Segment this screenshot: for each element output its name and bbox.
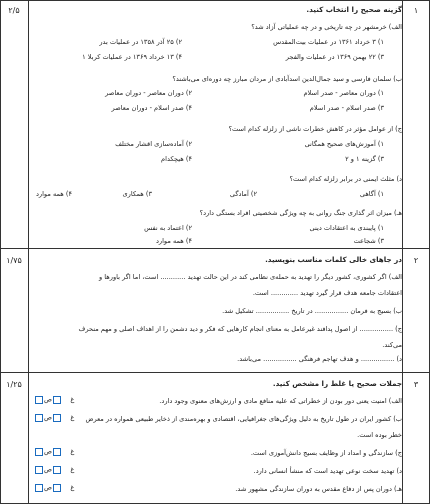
option[interactable]: ۱) پایبندی به اعتقادات دینی xyxy=(309,224,384,232)
option[interactable]: ۲) اعتماد به نفس xyxy=(144,224,192,232)
question-stem: د) مثلث ایمنی در برابر زلزله کدام است؟ xyxy=(289,175,402,183)
true-label: ص xyxy=(44,447,52,456)
fill-blank-line: می‌کند. xyxy=(382,341,402,349)
true-false-pair xyxy=(34,396,74,404)
option[interactable]: ۱) آموزش‌های صحیح همگانی xyxy=(304,140,384,148)
option[interactable]: ۳) ۲۲ بهمن ۱۳۶۹ در عملیات والفجر xyxy=(285,53,384,61)
question-title: در جاهای خالی کلمات مناسب بنویسید. xyxy=(265,255,402,264)
question-title: گزینه صحیح را انتخاب کنید. xyxy=(306,5,402,14)
option[interactable]: ۴) صدر اسلام - دوران معاصر xyxy=(111,104,192,112)
question-stem: الف) خرمشهر در چه تاریخی و در چه عملیاتی آزاد شد؟ xyxy=(251,23,402,31)
question-3 xyxy=(30,376,402,502)
true-label: ص xyxy=(44,465,52,474)
options-row xyxy=(30,156,402,166)
false-label: غ xyxy=(70,447,75,456)
fill-blank-line: ب) بسیج به فرمان ................ در تاریخ ................ تشکیل شد. xyxy=(222,307,402,315)
options-row xyxy=(30,105,402,115)
fill-blank-line: ج) ................ از اصول پدافند غیرعامل به معنای انجام کارهایی که فکر و دید دشمن را از اهداف اصلی و مهم منحرف xyxy=(78,325,402,333)
question-1 xyxy=(30,4,402,246)
score-column-divider xyxy=(28,0,29,504)
question-stem: ب) سلمان فارسی و سید جمال‌الدین اسدآبادی از مردان مبارز چه دوره‌ای می‌باشند؟ xyxy=(172,75,402,83)
question-number: ۱ xyxy=(413,6,419,15)
true-checkbox[interactable] xyxy=(53,414,61,422)
true-checkbox[interactable] xyxy=(53,466,61,474)
false-checkbox[interactable] xyxy=(35,448,43,456)
options-row xyxy=(30,90,402,100)
true-false-pair xyxy=(34,484,74,492)
option[interactable]: ۴) ۱۳ خرداد ۱۳۶۹ در عملیات کربلا ۱ xyxy=(82,53,182,61)
true-false-pair xyxy=(34,414,74,422)
fill-blank-line: اعتقادات جامعه هدف قرار گیرد تهدید ............. است. xyxy=(252,289,402,297)
question-number: ۲ xyxy=(413,256,419,265)
fill-blank-line: الف) اگر کشوری، کشور دیگر را تهدید به حمله‌ی نظامی کند در این حالت تهدید ............ است، اما اگر باورها و xyxy=(99,273,402,281)
option[interactable]: ۴) همه موارد xyxy=(35,190,72,198)
false-checkbox[interactable] xyxy=(35,396,43,404)
option[interactable]: ۲) دوران معاصر - دوران معاصر xyxy=(105,89,192,97)
statement: الف) امنیت یعنی دور بودن از خطراتی که علیه منافع مادی و ارزش‌های معنوی وجود دارد. xyxy=(159,397,402,405)
option[interactable]: ۲) آماده‌سازی اقشار مختلف xyxy=(115,140,192,148)
statement: ب) کشور ایران در طول تاریخ به دلیل ویژگی‌های جغرافیایی، اقتصادی و بهره‌مندی از ذخایر طبیعی همواره در معرض xyxy=(85,415,402,423)
option[interactable]: ۴) همه موارد xyxy=(155,237,192,245)
question-2 xyxy=(30,252,402,370)
true-false-pair xyxy=(34,448,74,456)
false-label: غ xyxy=(70,465,75,474)
fill-blank-line: د) ................ و هدف تهاجم فرهنگی ................ می‌باشد. xyxy=(237,355,402,363)
question-score: ۱/۲۵ xyxy=(6,380,22,389)
row-divider-2 xyxy=(0,372,430,373)
false-checkbox[interactable] xyxy=(35,484,43,492)
option[interactable]: ۲) ۲۵ آذر ۱۳۵۸ در عملیات بدر xyxy=(99,38,182,46)
statement: ج) سازندگی و امداد از وظایف بسیج دانش‌آموزی است. xyxy=(250,449,402,457)
true-label: ص xyxy=(44,483,52,492)
option[interactable]: ۱) ۳ خرداد ۱۳۶۱ در عملیات بیت‌المقدس xyxy=(273,38,384,46)
options-row xyxy=(30,141,402,151)
true-label: ص xyxy=(44,395,52,404)
question-number: ۳ xyxy=(413,380,419,389)
options-row xyxy=(30,191,402,201)
options-row xyxy=(30,238,402,248)
statement: د) تهدید سخت نوعی تهدید است که منشأ انسانی دارد. xyxy=(253,467,402,475)
question-score: ۲/۵ xyxy=(8,6,20,15)
question-title: جملات صحیح یا غلط را مشخص کنید. xyxy=(272,379,402,388)
option[interactable]: ۳) شجاعت xyxy=(353,237,384,245)
question-stem: ج) از عوامل مؤثر در کاهش خطرات ناشی از زلزله کدام است؟ xyxy=(228,125,402,133)
option[interactable]: ۴) هیچکدام xyxy=(161,155,192,163)
option[interactable]: ۱) آگاهی xyxy=(359,190,384,198)
option[interactable]: ۳) همکاری xyxy=(122,190,152,198)
false-label: غ xyxy=(70,413,75,422)
options-row xyxy=(30,225,402,235)
option[interactable]: ۳) گزینه ۱ و ۲ xyxy=(345,155,384,163)
false-checkbox[interactable] xyxy=(35,466,43,474)
true-false-pair xyxy=(34,466,74,474)
option[interactable]: ۳) صدر اسلام - صدر اسلام xyxy=(309,104,384,112)
question-score: ۱/۷۵ xyxy=(6,256,22,265)
statement: هـ) دوران پس از دفاع مقدس به دوران سازندگی مشهور شد. xyxy=(235,485,402,493)
question-stem: هـ) میزان اثر گذاری جنگ روانی به چه ویژگی شخصیتی افراد بستگی دارد؟ xyxy=(199,209,402,217)
option[interactable]: ۲) آمادگی xyxy=(229,190,257,198)
row-divider-1 xyxy=(0,248,430,249)
true-checkbox[interactable] xyxy=(53,396,61,404)
false-checkbox[interactable] xyxy=(35,414,43,422)
true-checkbox[interactable] xyxy=(53,484,61,492)
false-label: غ xyxy=(70,483,75,492)
options-row xyxy=(30,39,402,49)
false-label: غ xyxy=(70,395,75,404)
number-column-divider xyxy=(402,0,403,504)
true-checkbox[interactable] xyxy=(53,448,61,456)
option[interactable]: ۱) دوران معاصر - صدر اسلام xyxy=(303,89,384,97)
options-row xyxy=(30,54,402,64)
true-label: ص xyxy=(44,413,52,422)
statement: خطر بوده است. xyxy=(357,431,402,439)
